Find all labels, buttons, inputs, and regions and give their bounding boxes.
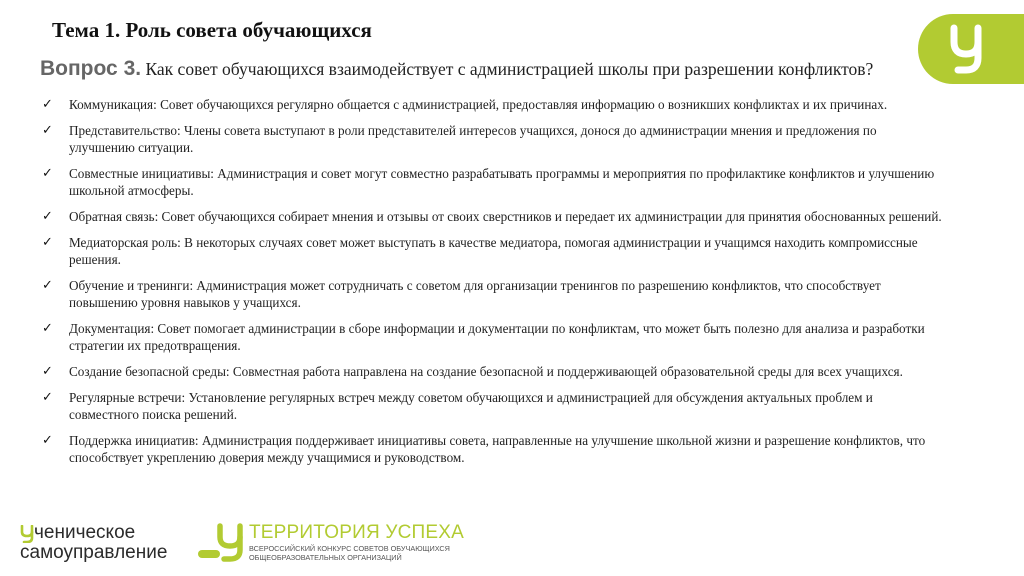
footer-logo-territory-of-success bbox=[215, 523, 475, 565]
check-icon: ✓ bbox=[42, 321, 53, 336]
list-item-text: Документация: Совет помогает администрации в сборе информации и документации по конфликтам, что может быть полезно для анализа и разработки стратегии их предотвращения. bbox=[69, 321, 925, 353]
list-item bbox=[42, 208, 942, 225]
list-item-text: Медиаторская роль: В некоторых случаях совет может выступать в качестве медиатора, помогая администрации и учащимся находить компромиссные решения. bbox=[69, 235, 918, 267]
question-text: Как совет обучающихся взаимодействует с администрацией школы при разрешении конфликтов? bbox=[141, 59, 874, 79]
u-logo-icon bbox=[944, 22, 988, 76]
interaction-list bbox=[42, 96, 942, 475]
list-item bbox=[42, 432, 942, 466]
slide-title: Тема 1. Роль совета обучающихся bbox=[52, 18, 372, 42]
check-icon: ✓ bbox=[42, 166, 53, 181]
list-item-text: Регулярные встречи: Установление регулярных встреч между советом обучающихся и администрацией для обсуждения актуальных проблем и совместного поиска решений. bbox=[69, 390, 873, 422]
footer-logo-2-line1: ТЕРРИТОРИЯ УСПЕХА bbox=[249, 522, 465, 543]
list-item-text: Обратная связь: Совет обучающихся собирает мнения и отзывы от своих сверстников и передает их администрации для принятия обоснованных решений. bbox=[69, 209, 942, 224]
list-item bbox=[42, 277, 942, 311]
u-logo-icon bbox=[215, 523, 245, 563]
list-item-text: Совместные инициативы: Администрация и совет могут совместно разрабатывать программы и мероприятия по профилактике конфликтов и улучшению школьной атмосферы. bbox=[69, 166, 935, 198]
list-item-text: Поддержка инициатив: Администрация поддерживает инициативы совета, направленные на улучшение школьной жизни и разрешение конфликтов, что способствует укреплению доверия между учащимися и руководством. bbox=[69, 433, 926, 465]
question-line bbox=[40, 57, 935, 87]
check-icon: ✓ bbox=[42, 390, 53, 405]
check-icon: ✓ bbox=[42, 123, 53, 138]
list-item-text: Создание безопасной среды: Совместная работа направлена на создание безопасной и поддерживающей образовательной среды для всех учащихся. bbox=[69, 364, 903, 379]
list-item bbox=[42, 165, 942, 199]
check-icon: ✓ bbox=[42, 97, 53, 112]
footer-logo-student-government bbox=[20, 523, 210, 565]
list-item bbox=[42, 122, 942, 156]
list-item bbox=[42, 389, 942, 423]
check-icon: ✓ bbox=[42, 278, 53, 293]
list-item-text: Представительство: Члены совета выступают в роли представителей интересов учащихся, донося до администрации мнения и предложения по улучшению ситуации. bbox=[69, 123, 877, 155]
footer-logo-2-line3: ОБЩЕОБРАЗОВАТЕЛЬНЫХ ОРГАНИЗАЦИЙ bbox=[249, 553, 402, 562]
list-item-text: Коммуникация: Совет обучающихся регулярно общается с администрацией, предоставляя информацию о возникших конфликтах и их причинах. bbox=[69, 97, 888, 112]
check-icon: ✓ bbox=[42, 364, 53, 379]
footer-logo-2-line2: ВСЕРОССИЙСКИЙ КОНКУРС СОВЕТОВ ОБУЧАЮЩИХСЯ bbox=[249, 544, 450, 553]
list-item bbox=[42, 234, 942, 268]
footer-logo-1-line1: ченическое bbox=[34, 522, 136, 543]
corner-badge bbox=[918, 14, 1024, 84]
check-icon: ✓ bbox=[42, 209, 53, 224]
list-item bbox=[42, 320, 942, 354]
list-item bbox=[42, 363, 942, 380]
u-logo-icon bbox=[20, 525, 34, 543]
question-label: Вопрос 3. bbox=[40, 57, 142, 80]
list-item-text: Обучение и тренинги: Администрация может сотрудничать с советом для организации тренингов по разрешению конфликтов, что способствует повышению уровня навыков у учащихся. bbox=[69, 278, 881, 310]
check-icon: ✓ bbox=[42, 235, 53, 250]
list-item bbox=[42, 96, 942, 113]
footer-logo-1-line2: самоуправление bbox=[20, 542, 168, 563]
check-icon: ✓ bbox=[42, 433, 53, 448]
